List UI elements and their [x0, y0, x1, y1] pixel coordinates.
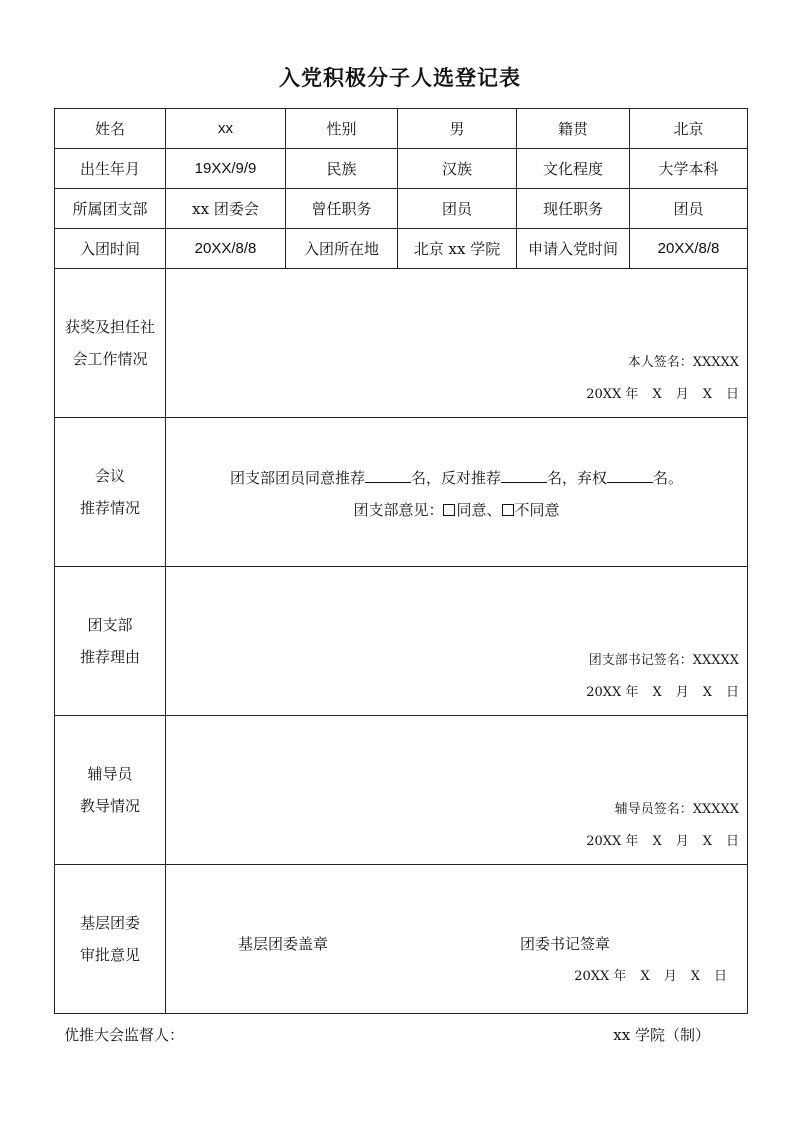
branch-reason-content-cell[interactable]	[166, 567, 748, 716]
counselor-signature: 辅导员签名：XXXXX	[614, 802, 739, 817]
value-name: xx	[166, 109, 286, 149]
label-line: 推荐理由	[79, 648, 140, 666]
label-gender: 性别	[286, 109, 398, 149]
label-league-join-place: 入团所在地	[286, 229, 398, 269]
value-gender: 男	[398, 109, 517, 149]
agree-checkbox[interactable]	[443, 504, 455, 516]
label-current-post: 现任职务	[517, 189, 630, 229]
meeting-vote-text: 团支部团员同意推荐 名，反对推荐 名，弃权 名。 团支部意见： 同意、 不同意	[166, 418, 747, 526]
table-row	[55, 269, 748, 418]
date-line: 20XX 年 X 月 X 日	[586, 834, 739, 849]
committee-seal: 基层团委盖章	[238, 935, 329, 953]
date-line: 20XX 年 X 月 X 日	[586, 387, 739, 402]
table-row	[55, 229, 748, 269]
branch-opinion: 团支部意见： 同意、 不同意	[353, 501, 560, 519]
label-birth-date: 出生年月	[55, 149, 166, 189]
label-application-date: 申请入党时间	[517, 229, 630, 269]
label-meeting	[55, 418, 166, 567]
value-league-join-place: 北京 xx 学院	[398, 229, 517, 269]
label-former-post: 曾任职务	[286, 189, 398, 229]
label-branch: 所属团支部	[55, 189, 166, 229]
table-row	[55, 189, 748, 229]
label-line: 审批意见	[79, 946, 140, 964]
registration-form-table	[54, 108, 748, 1014]
label-education: 文化程度	[517, 149, 630, 189]
value-former-post: 团员	[398, 189, 517, 229]
label-name: 姓名	[55, 109, 166, 149]
value-native-place: 北京	[630, 109, 748, 149]
form-title: 入党积极分子人选登记表	[279, 65, 521, 90]
label-native-place: 籍贯	[517, 109, 630, 149]
label-league-join-date: 入团时间	[55, 229, 166, 269]
label-committee	[55, 865, 166, 1014]
label-line: 教导情况	[79, 797, 140, 815]
value-application-date: 20XX/8/8	[630, 229, 748, 269]
value-ethnicity: 汉族	[398, 149, 517, 189]
table-row	[55, 865, 748, 1014]
self-signature: 本人签名：XXXXX	[627, 355, 739, 370]
table-row	[55, 567, 748, 716]
label-counselor	[55, 716, 166, 865]
label-line: 基层团委	[79, 914, 140, 932]
value-current-post: 团员	[630, 189, 748, 229]
table-row	[55, 109, 748, 149]
value-education: 大学本科	[630, 149, 748, 189]
committee-secretary-seal: 团委书记签章	[520, 935, 611, 953]
value-branch: xx 团委会	[166, 189, 286, 229]
meeting-content-cell	[166, 418, 748, 567]
counselor-content-cell[interactable]	[166, 716, 748, 865]
label-line: 会议	[94, 467, 125, 485]
branch-secretary-signature: 团支部书记签名：XXXXX	[588, 653, 739, 668]
disagree-checkbox[interactable]	[502, 504, 514, 516]
committee-content-cell[interactable]	[166, 865, 748, 1014]
label-branch-reason	[55, 567, 166, 716]
label-awards	[55, 269, 166, 418]
table-row	[55, 716, 748, 865]
value-league-join-date: 20XX/8/8	[166, 229, 286, 269]
awards-content-cell[interactable]	[166, 269, 748, 418]
label-line: 获奖及担任社	[64, 318, 155, 336]
oppose-count-blank[interactable]	[501, 468, 547, 483]
label-line: 辅导员	[87, 765, 133, 783]
value-birth-date: 19XX/9/9	[166, 149, 286, 189]
approve-count-blank[interactable]	[365, 468, 411, 483]
abstain-count-blank[interactable]	[607, 468, 653, 483]
date-line: 20XX 年 X 月 X 日	[586, 685, 739, 700]
date-line: 20XX 年 X 月 X 日	[574, 969, 727, 984]
supervisor-label: 优推大会监督人：	[64, 1026, 185, 1044]
label-ethnicity: 民族	[286, 149, 398, 189]
label-line: 推荐情况	[79, 499, 140, 517]
table-row	[55, 149, 748, 189]
label-line: 团支部	[87, 616, 133, 634]
issuer-label: xx 学院（制）	[613, 1026, 710, 1044]
label-line: 会工作情况	[72, 350, 148, 368]
table-row	[55, 418, 748, 567]
